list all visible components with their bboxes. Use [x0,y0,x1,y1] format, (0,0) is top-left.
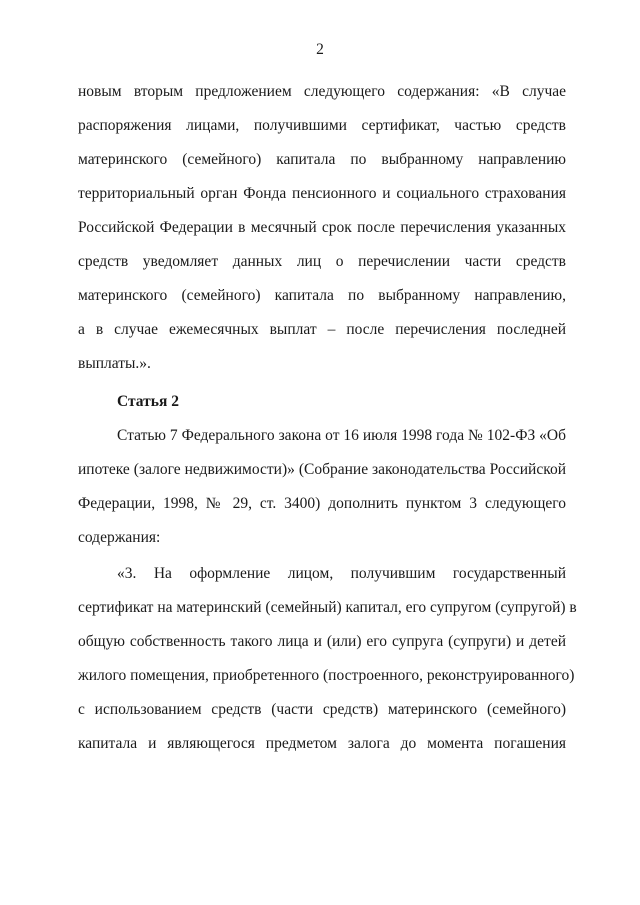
text-line: выплаты.». [78,355,151,372]
text-line: ипотеке (залоге недвижимости)» (Собрание законодательства Российской [78,461,566,478]
text-line: распоряжения лицами, получившими сертификат, частью средств [78,117,566,134]
article-heading: Статья 2 [117,393,179,410]
text-line: сертификат на материнский (семейный) капитал, его супругом (супругой) в [78,599,577,616]
text-line: общую собственность такого лица и (или) его супруга (супруги) и детей [78,633,566,650]
text-line: «3. На оформление лицом, получившим государственный [117,565,566,582]
text-line: содержания: [78,529,161,546]
text-line: средств уведомляет данных лиц о перечислении части средств [78,253,566,270]
text-line: капитала и являющегося предметом залога до момента погашения [78,735,566,752]
text-line: с использованием средств (части средств) материнского (семейного) [78,701,566,718]
text-line: Статью 7 Федерального закона от 16 июля 1998 года № 102-ФЗ «Об [117,427,566,444]
text-line: территориальный орган Фонда пенсионного и социального страхования [78,185,566,202]
text-line: а в случае ежемесячных выплат – после перечисления последней [78,321,566,338]
page-number: 2 [316,41,324,58]
text-line: Федерации, 1998, № 29, ст. 3400) дополнить пунктом 3 следующего [78,495,566,512]
text-line: жилого помещения, приобретенного (построенного, реконструированного) [78,667,575,684]
text-line: материнского (семейного) капитала по выбранному направлению, [78,287,566,304]
text-line: материнского (семейного) капитала по выбранному направлению [78,151,566,168]
text-line: Российской Федерации в месячный срок после перечисления указанных [78,219,566,236]
text-line: новым вторым предложением следующего содержания: «В случае [78,83,566,100]
